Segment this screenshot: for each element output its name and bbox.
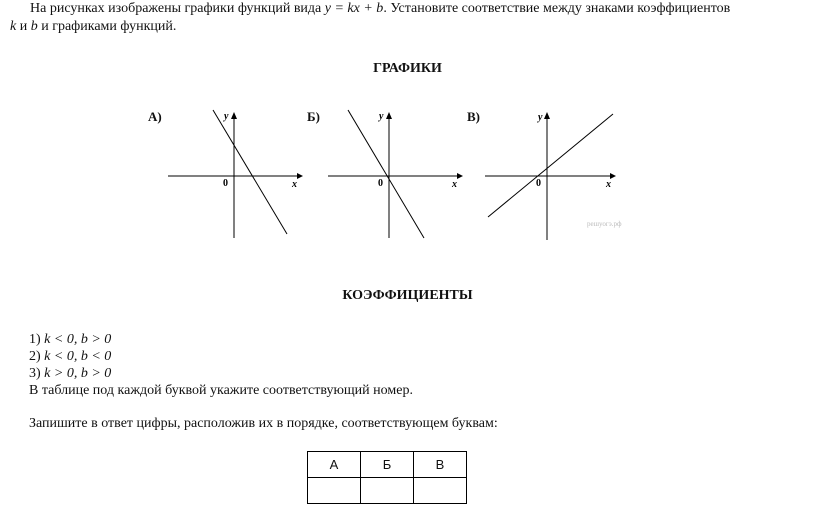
origin-label: 0 xyxy=(378,178,383,189)
answer-header-row xyxy=(308,452,467,478)
graph-c-line xyxy=(488,114,613,217)
x-arrow-icon xyxy=(457,173,463,179)
answer-header-b: Б xyxy=(361,452,414,478)
coef-cond: k < 0, b < 0 xyxy=(44,349,112,364)
coef-cond: k < 0, b > 0 xyxy=(44,332,112,347)
y-arrow-icon xyxy=(544,112,550,119)
coef-num: 2) xyxy=(29,349,41,364)
graphs-heading: ГРАФИКИ xyxy=(373,61,442,76)
coef-num: 1) xyxy=(29,332,41,347)
coef-item xyxy=(29,365,413,382)
coef-item xyxy=(29,348,413,365)
intro-part3: и графиками функций. xyxy=(37,19,177,34)
answer-header-c: В xyxy=(414,452,467,478)
y-arrow-icon xyxy=(231,112,237,119)
origin-label: 0 xyxy=(223,178,228,189)
answer-input-row xyxy=(308,478,467,504)
y-label: y xyxy=(379,111,384,122)
graph-b xyxy=(320,108,470,243)
graph-a-line xyxy=(213,110,287,234)
intro-part1: На рисунках изображены графики функций вида xyxy=(30,1,325,16)
y-label: y xyxy=(538,112,543,123)
coef-item xyxy=(29,331,413,348)
y-arrow-icon xyxy=(386,112,392,119)
y-label: y xyxy=(224,111,229,122)
coef-num: 3) xyxy=(29,366,41,381)
answer-cell-a[interactable] xyxy=(308,478,361,504)
graph-b-letter: Б) xyxy=(307,109,320,124)
graph-c xyxy=(480,108,645,243)
graph-a-letter: А) xyxy=(148,109,162,124)
var-b: b xyxy=(30,19,38,34)
var-k: k xyxy=(10,19,17,34)
coef-list xyxy=(29,331,413,399)
formula: y = kx + b xyxy=(324,1,384,16)
intro-part2: . Установите соответствие между знаками коэффициентов xyxy=(383,1,731,16)
x-label: x xyxy=(606,179,611,190)
instruction-2: Запишите в ответ цифры, расположив их в порядке, соответствующем буквам: xyxy=(29,416,498,431)
intro-and: и xyxy=(16,19,31,34)
graph-c-letter: В) xyxy=(467,109,480,124)
instruction-1: В таблице под каждой буквой укажите соответствующий номер. xyxy=(29,383,413,398)
watermark: решуогэ.рф xyxy=(587,220,622,228)
coef-cond: k > 0, b > 0 xyxy=(44,366,112,381)
origin-label: 0 xyxy=(536,178,541,189)
x-label: x xyxy=(292,179,297,190)
x-arrow-icon xyxy=(297,173,303,179)
answer-cell-c[interactable] xyxy=(414,478,467,504)
coef-heading: КОЭФФИЦИЕНТЫ xyxy=(342,288,473,303)
graph-b-line xyxy=(348,110,424,238)
answer-header-a: А xyxy=(308,452,361,478)
x-label: x xyxy=(452,179,457,190)
answer-cell-b[interactable] xyxy=(361,478,414,504)
task-text xyxy=(10,0,810,36)
graph-a xyxy=(160,108,310,243)
answer-table xyxy=(307,451,467,504)
